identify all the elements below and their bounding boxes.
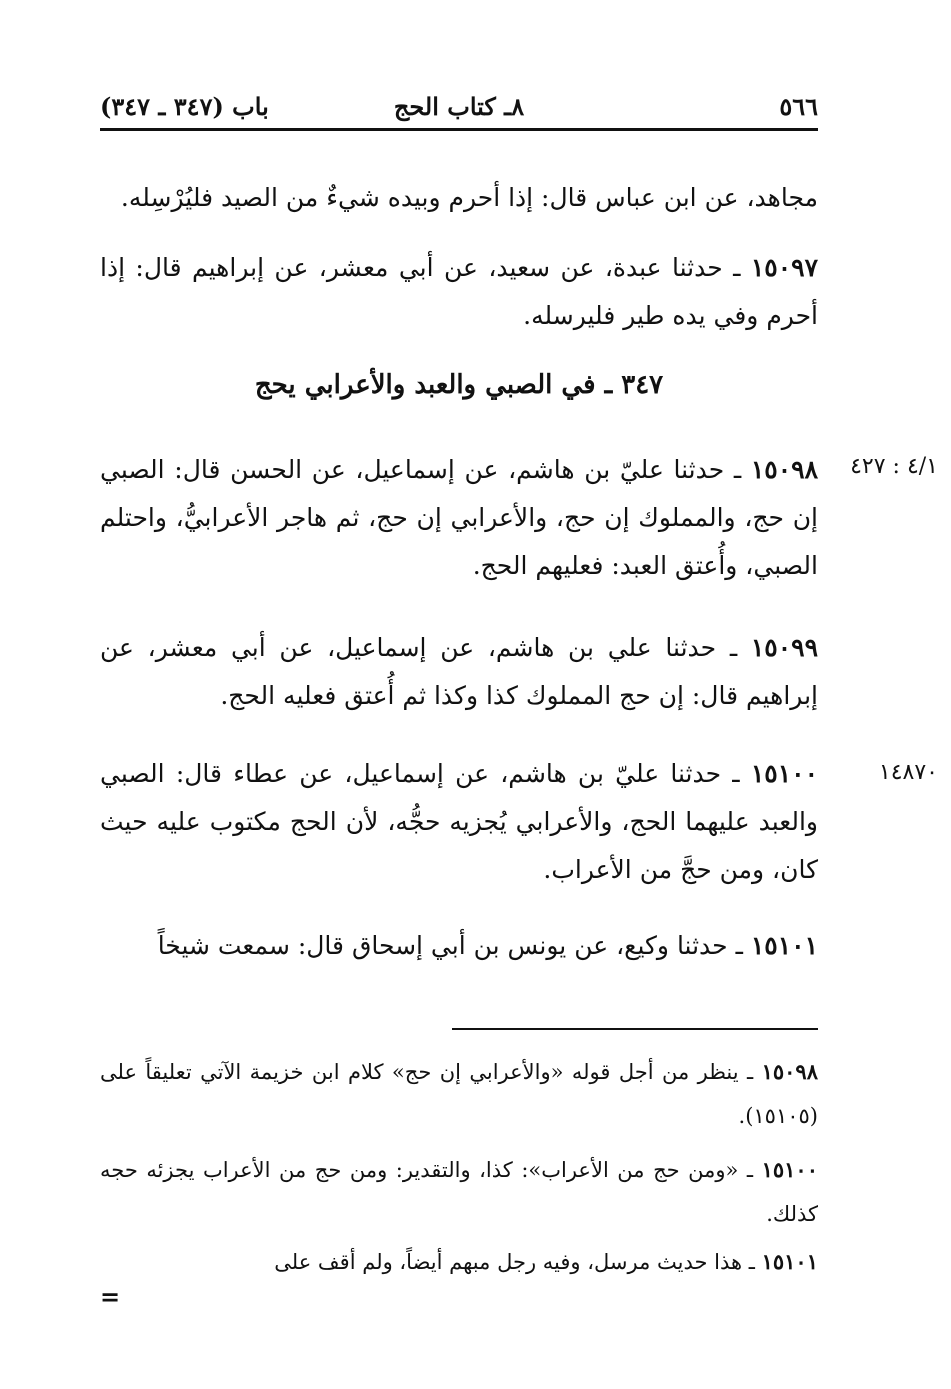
hadith-15099 <box>100 624 818 720</box>
page-header <box>100 88 818 131</box>
hadith-text: ـ حدثنا عبدة، عن سعيد، عن أبي معشر، عن إبراهيم قال: إذا أحرم وفي يده طير فليرسله. <box>100 253 818 330</box>
footnote <box>100 1148 818 1236</box>
hadith-15098 <box>100 446 818 590</box>
chapter-range: باب (٣٤٧ ـ ٣٤٧) <box>100 92 269 121</box>
footnote-text: ـ ينظر من أجل قوله «والأعرابي إن حج» كلام ابن خزيمة الآتي تعليقاً على (١٥١٠٥). <box>100 1060 818 1128</box>
hadith-15101 <box>100 922 818 970</box>
footnote <box>100 1240 818 1284</box>
footnote-number: ١٥١٠١ <box>761 1249 818 1274</box>
footnote-text: ـ «ومن حج من الأعراب»: كذا، والتقدير: ومن حج من الأعراب يجزئه حجه كذلك. <box>100 1158 818 1226</box>
hadith-text: ـ حدثنا وكيع، عن يونس بن أبي إسحاق قال: سمعت شيخاً <box>157 931 751 960</box>
footnote-text: ـ هذا حديث مرسل، وفيه رجل مبهم أيضاً، ولم أقف على <box>274 1250 762 1274</box>
footnote-number: ١٥٠٩٨ <box>761 1059 818 1084</box>
footnote-number: ١٥١٠٠ <box>761 1157 818 1182</box>
book-title: ٨ـ كتاب الحج <box>393 92 525 121</box>
margin-reference: ٤/١ : ٤٢٧ <box>850 454 938 479</box>
section-heading: ٣٤٧ ـ في الصبي والعبد والأعرابي يحج <box>254 370 664 400</box>
margin-reference: ١٤٨٧٠ <box>878 760 938 785</box>
hadith-number: ١٥٠٩٨ <box>750 455 818 484</box>
hadith-number: ١٥١٠١ <box>750 931 818 960</box>
continuation-mark: = <box>100 1282 121 1311</box>
top-paragraph: مجاهد، عن ابن عباس قال: إذا أحرم وبيده شيءٌ من الصيد فليُرْسِله. <box>120 183 818 212</box>
footnote-divider <box>452 1028 818 1030</box>
footnote <box>100 1050 818 1138</box>
hadith-text: ـ حدثنا عليّ بن هاشم، عن إسماعيل، عن عطاء قال: الصبي والعبد عليهما الحج، والأعرابي يُجزيه حجُّه، لأن الحج مكتوب عليه حيث كان، ومن حجَّ من الأعراب. <box>100 759 818 884</box>
hadith-15100 <box>100 750 818 894</box>
hadith-text: ـ حدثنا علي بن هاشم، عن إسماعيل، عن أبي معشر، عن إبراهيم قال: إن حج المملوك كذا وكذا ثم أُعتق فعليه الحج. <box>100 633 818 710</box>
page-number: ٥٦٦ <box>779 92 818 121</box>
hadith-number: ١٥٠٩٧ <box>750 253 818 282</box>
hadith-number: ١٥١٠٠ <box>750 759 818 788</box>
hadith-number: ١٥٠٩٩ <box>750 633 818 662</box>
hadith-text: ـ حدثنا عليّ بن هاشم، عن إسماعيل، عن الحسن قال: الصبي إن حج، والمملوك إن حج، والأعرابي إن حج، ثم هاجر الأعرابيُّ، واحتلم الصبي، وأُعتق العبد: فعليهم الحج. <box>100 455 818 580</box>
hadith-15097 <box>100 244 818 340</box>
